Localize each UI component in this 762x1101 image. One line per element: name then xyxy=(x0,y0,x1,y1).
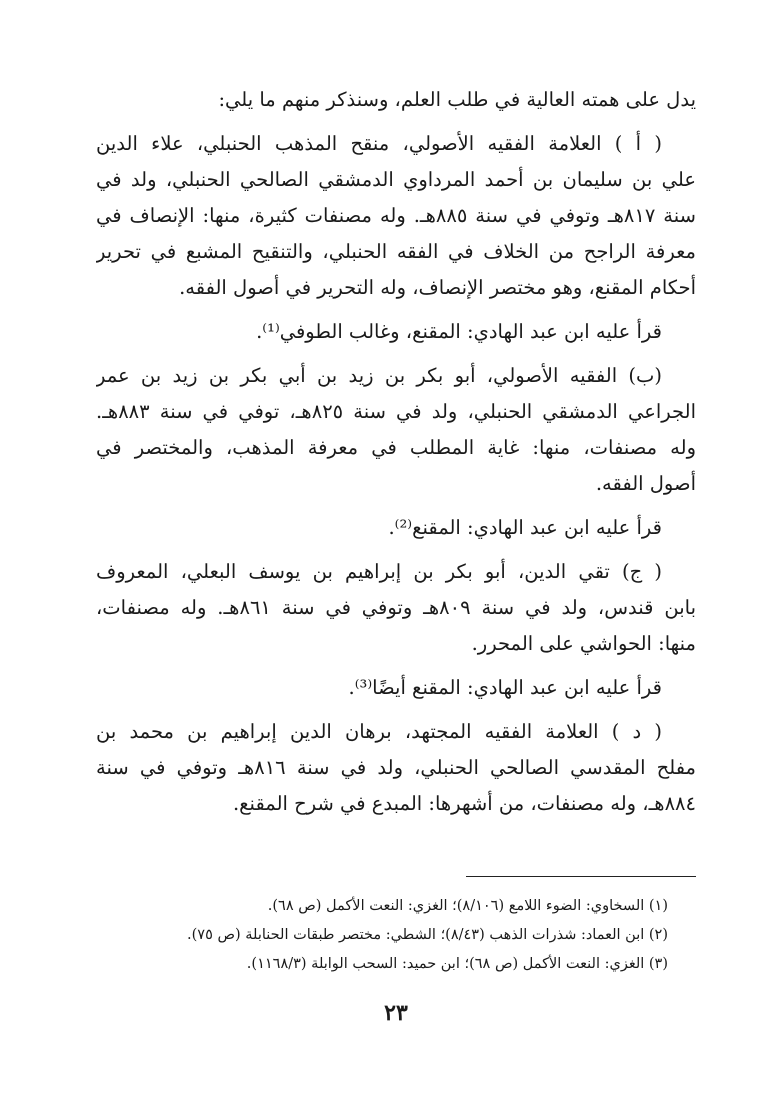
entry-c xyxy=(96,554,696,706)
text-line: ٨٨٤هـ، وله مصنفات، من أشهرها: المبدع في شرح المقنع. xyxy=(232,792,696,815)
page-number: ٢٣ xyxy=(384,1000,408,1026)
text-line: مفلح المقدسي الصالحي الحنبلي، ولد في سنة ٨١٦هـ وتوفي في سنة xyxy=(96,756,696,779)
footnote-1: (١) السخاوي: الضوء اللامع (٨/١٠٦)؛ الغزي: النعت الأكمل (ص ٦٨). xyxy=(267,898,668,914)
text-line: أحكام المقنع، وهو مختصر الإنصاف، وله التحرير في أصول الفقه. xyxy=(179,276,696,299)
text-line: يدل على همته العالية في طلب العلم، وسنذكر منهم ما يلي: xyxy=(218,88,696,111)
footnote-2: (٢) ابن العماد: شذرات الذهب (٨/٤٣)؛ الشطي: مختصر طبقات الحنابلة (ص ٧٥). xyxy=(187,927,668,943)
intro-paragraph xyxy=(96,82,696,118)
text-line: ( أ ) العلامة الفقيه الأصولي، منقح المذهب الحنبلي، علاء الدين xyxy=(96,132,662,155)
text-line: بابن قندس، ولد في سنة ٨٠٩هـ وتوفي في سنة ٨٦١هـ. وله مصنفات، xyxy=(96,596,696,619)
text-line: ( د ) العلامة الفقيه المجتهد، برهان الدين إبراهيم بن محمد بن xyxy=(96,720,662,743)
footnote-3: (٣) الغزي: النعت الأكمل (ص ٦٨)؛ ابن حميد: السحب الوابلة (١١٦٨/٣). xyxy=(246,956,668,972)
text-line: معرفة الراجح من الخلاف في الفقه الحنبلي، والتنقيح المشبع في تحرير xyxy=(96,240,696,263)
reading-note: قرأ عليه ابن عبد الهادي: المقنع أيضًا⁽³⁾. xyxy=(348,676,662,699)
text-line: أصول الفقه. xyxy=(595,472,696,495)
reading-note: قرأ عليه ابن عبد الهادي: المقنع، وغالب الطوفي⁽¹⁾. xyxy=(256,320,662,343)
entry-d xyxy=(96,714,696,822)
text-line: الجراعي الدمشقي الحنبلي، ولد في سنة ٨٢٥هـ، توفي في سنة ٨٨٣هـ. xyxy=(96,400,696,423)
reading-note: قرأ عليه ابن عبد الهادي: المقنع⁽²⁾. xyxy=(388,516,662,539)
text-line: ( ج) تقي الدين، أبو بكر بن إبراهيم بن يوسف البعلي، المعروف xyxy=(96,560,662,583)
entry-a xyxy=(96,126,696,350)
text-line: وله مصنفات، منها: غاية المطلب في معرفة المذهب، والمختصر في xyxy=(96,436,696,459)
entry-b xyxy=(96,358,696,546)
text-line: علي بن سليمان بن أحمد المرداوي الدمشقي الصالحي الحنبلي، ولد في xyxy=(96,168,696,191)
text-line: (ب) الفقيه الأصولي، أبو بكر بن زيد بن أبي بكر بن زيد بن عمر xyxy=(96,364,662,387)
book-page xyxy=(96,82,696,1082)
text-line: منها: الحواشي على المحرر. xyxy=(471,632,696,655)
footnotes xyxy=(96,892,696,979)
text-line: سنة ٨١٧هـ وتوفي في سنة ٨٨٥هـ. وله مصنفات كثيرة، منها: الإنصاف في xyxy=(96,204,696,227)
footnote-divider xyxy=(466,876,696,877)
